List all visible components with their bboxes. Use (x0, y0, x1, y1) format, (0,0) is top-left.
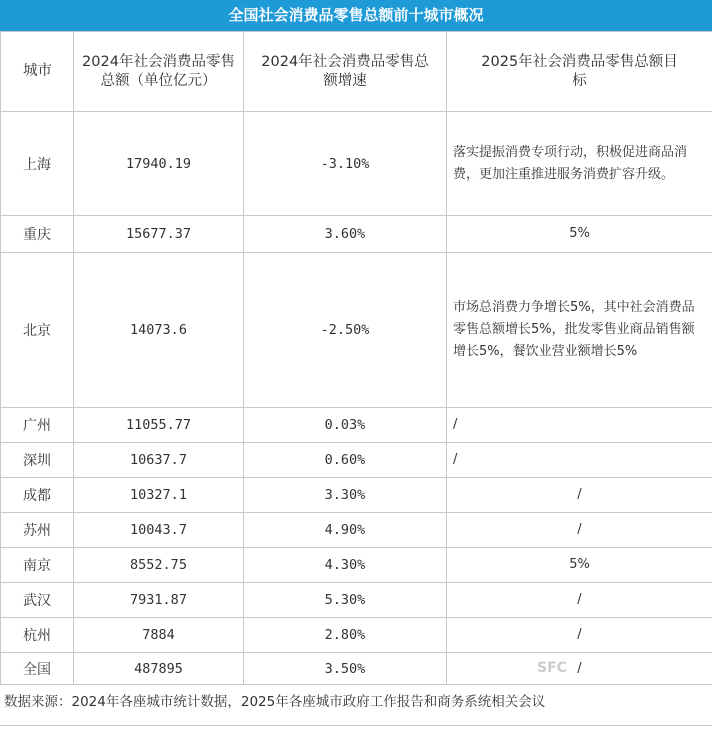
cell-growth: 4.30% (244, 548, 447, 583)
cell-target: 5% (447, 216, 712, 253)
header-total: 2024年社会消费品零售总额（单位亿元） (74, 32, 244, 112)
cell-total: 7884 (74, 618, 244, 653)
cell-city: 苏州 (1, 513, 74, 548)
cell-growth: -3.10% (244, 112, 447, 216)
watermark-logo: SFC (537, 660, 567, 676)
header-row (1, 32, 712, 112)
cell-total: 15677.37 (74, 216, 244, 253)
cell-total: 17940.19 (74, 112, 244, 216)
cell-target: / (447, 408, 712, 443)
table-title: 全国社会消费品零售总额前十城市概况 (0, 0, 712, 31)
cell-total: 11055.77 (74, 408, 244, 443)
cell-growth: 3.50% (244, 653, 447, 685)
table-row (1, 653, 712, 685)
cell-target: / (447, 443, 712, 478)
header-growth: 2024年社会消费品零售总额增速 (244, 32, 447, 112)
cell-city: 上海 (1, 112, 74, 216)
header-target: 2025年社会消费品零售总额目标 (447, 32, 712, 112)
cell-city: 广州 (1, 408, 74, 443)
table-row (1, 513, 712, 548)
cell-target: / (447, 653, 712, 685)
cell-total: 10637.7 (74, 443, 244, 478)
table-row (1, 548, 712, 583)
table-row (1, 443, 712, 478)
cell-target: / (447, 478, 712, 513)
cell-growth: 3.30% (244, 478, 447, 513)
table-row (1, 478, 712, 513)
cell-city: 全国 (1, 653, 74, 685)
cell-city: 北京 (1, 253, 74, 408)
cell-growth: 0.03% (244, 408, 447, 443)
cell-total: 10327.1 (74, 478, 244, 513)
cell-city: 武汉 (1, 583, 74, 618)
cell-growth: 4.90% (244, 513, 447, 548)
city-consumption-table (0, 31, 712, 685)
table-row (1, 408, 712, 443)
cell-city: 南京 (1, 548, 74, 583)
cell-target: 落实提振消费专项行动，积极促进商品消费，更加注重推进服务消费扩容升级。 (447, 112, 712, 216)
cell-growth: 3.60% (244, 216, 447, 253)
cell-target: 市场总消费力争增长5%，其中社会消费品零售总额增长5%，批发零售业商品销售额增长5%，餐饮业营业额增长5% (447, 253, 712, 408)
cell-target: / (447, 583, 712, 618)
table-row (1, 618, 712, 653)
cell-city: 重庆 (1, 216, 74, 253)
cell-growth: -2.50% (244, 253, 447, 408)
cell-total: 487895 (74, 653, 244, 685)
cell-target: 5% (447, 548, 712, 583)
cell-total: 8552.75 (74, 548, 244, 583)
table-row (1, 112, 712, 216)
cell-growth: 2.80% (244, 618, 447, 653)
cell-growth: 5.30% (244, 583, 447, 618)
table-row (1, 253, 712, 408)
cell-target: / (447, 513, 712, 548)
header-city: 城市 (1, 32, 74, 112)
cell-target: / (447, 618, 712, 653)
cell-city: 杭州 (1, 618, 74, 653)
cell-total: 14073.6 (74, 253, 244, 408)
cell-total: 10043.7 (74, 513, 244, 548)
cell-total: 7931.87 (74, 583, 244, 618)
cell-growth: 0.60% (244, 443, 447, 478)
source-note: 数据来源：2024年各座城市统计数据，2025年各座城市政府工作报告和商务系统相关会议 (0, 685, 712, 726)
cell-city: 成都 (1, 478, 74, 513)
cell-city: 深圳 (1, 443, 74, 478)
table-row (1, 216, 712, 253)
table-row (1, 583, 712, 618)
